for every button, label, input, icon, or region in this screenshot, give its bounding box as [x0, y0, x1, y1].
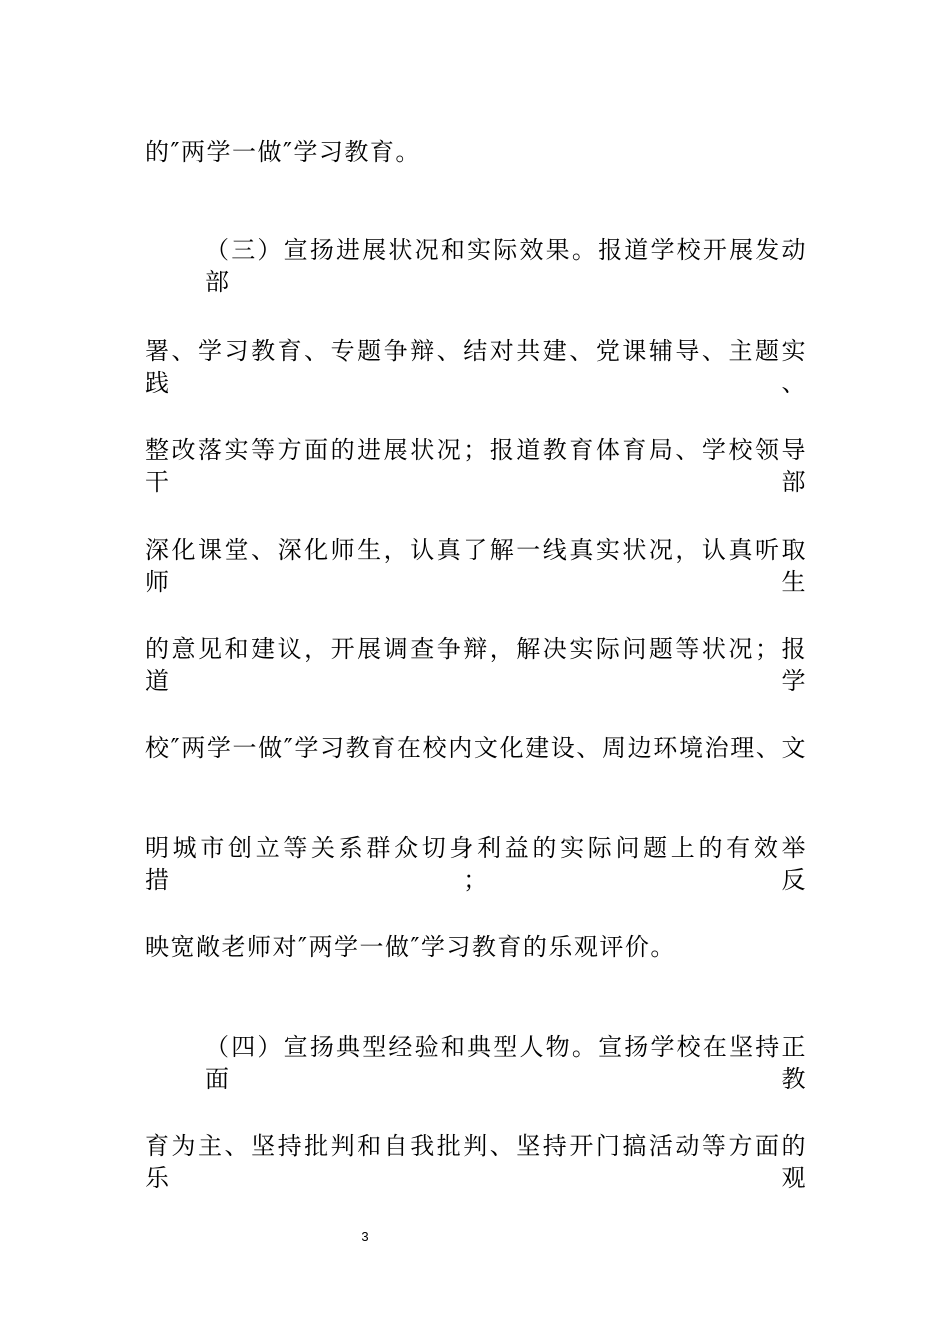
paragraph-line: 校″两学一做″学习教育在校内文化建设、周边环境治理、文 [145, 734, 807, 762]
page-number: 3 [361, 1229, 369, 1244]
paragraph-line: （四）宣扬典型经验和典型人物。宣扬学校在坚持正面教 [205, 1033, 807, 1093]
paragraph-line: 的″两学一做″学习教育。 [145, 138, 421, 166]
paragraph-line: 深化课堂、深化师生，认真了解一线真实状况，认真听取师生 [145, 536, 807, 596]
paragraph-line: 的意见和建议，开展调查争辩，解决实际问题等状况；报道学 [145, 635, 807, 695]
paragraph-line: （三）宣扬进展状况和实际效果。报道学校开展发动部 [205, 236, 807, 296]
paragraph-line: 育为主、坚持批判和自我批判、坚持开门搞活动等方面的乐观 [145, 1132, 807, 1192]
paragraph-line: 明城市创立等关系群众切身利益的实际问题上的有效举措；反 [145, 834, 807, 894]
paragraph-line: 署、学习教育、专题争辩、结对共建、党课辅导、主题实践、 [145, 337, 807, 397]
paragraph-line: 映宽敞老师对″两学一做″学习教育的乐观评价。 [145, 933, 676, 961]
paragraph-line: 整改落实等方面的进展状况；报道教育体育局、学校领导干部 [145, 436, 807, 496]
